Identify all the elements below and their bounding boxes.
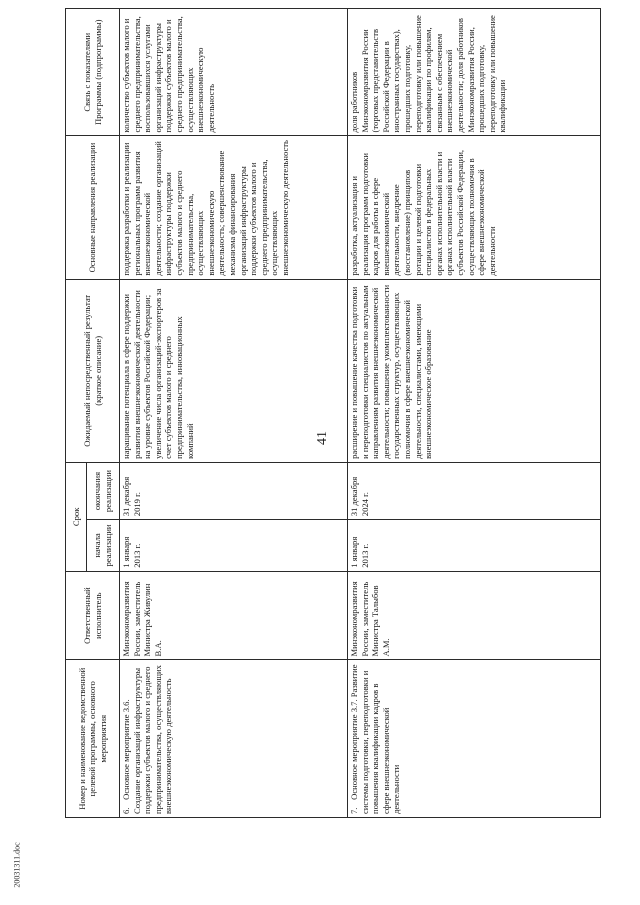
cell-directions: разработка, актуализация и реализация программ подготовки кадров для работы в сфере внешнеэкономической деятельности, внедрение (восстановление) принципов ротации и целевой подготовки специалистов в федеральных органах исполнительной власти и органах исполнительной власти субъектов Российской Федерации, осуществляющих полномочия в сфере внешнеэкономической деятельности	[348, 136, 601, 279]
cell-directions: поддержка разработки и реализации региональных программ развития внешнеэкономической деятельности; создание организаций инфраструктуры поддержки субъектов малого и среднего предпринимательства, осуществляющих внешнеэкономическую деятельность; совершенствование механизма финансирования организаций инфраструктуры поддержки субъектов малого и среднего предпринимательства, осуществляющих внешнеэкономическую деятельность	[120, 136, 348, 279]
page-number: 41	[315, 431, 330, 445]
cell-executor: Минэкономразвития России, заместитель Министра Живулин В.А.	[120, 571, 348, 660]
cell-link: доля работников Минэкономразвития России (торговых представительств Российской Федерации в иностранных государствах), прошедших подготовку, переподготовку или повышение квалификации по профилям, связанным с обеспечением внешнеэкономической деятельности; доля работников Минэкономразвития России, прошедших подготовку, переподготовку или повышение квалификации	[348, 9, 601, 136]
cell-end: 31 декабря 2024 г.	[348, 462, 601, 519]
cell-executor: Минэкономразвития России, заместитель Министра Талыбов А.М.	[348, 571, 601, 660]
header-start: начала реализации	[87, 520, 120, 572]
cell-start: 1 января 2013 г.	[348, 520, 601, 572]
header-directions: Основные направления реализации	[66, 136, 120, 279]
table-row	[348, 9, 601, 818]
header-result: Ожидаемый непосредственный результат (краткое описание)	[66, 279, 120, 462]
table-header-row	[66, 9, 87, 818]
measure-name: Основное мероприятие 3.7. Развитие системы подготовки, переподготовки и повышения квалификации кадров в сфере внешнеэкономической деятельности	[349, 664, 402, 814]
row-number: 6.	[121, 807, 131, 814]
header-name: Номер и наименование ведомственной целевой программы, основного мероприятия	[66, 660, 120, 818]
measure-name: Основное мероприятие 3.6. Создание организаций инфраструктуры поддержки субъектов малого и среднего предпринимательства, осуществляющих внешнеэкономическую деятельность	[121, 665, 174, 814]
cell-name	[120, 660, 348, 818]
document-code: 20031311.doc	[12, 842, 22, 888]
header-executor: Ответственный исполнитель	[66, 571, 120, 660]
cell-result: наращивание потенциала в сфере поддержки развития внешнеэкономической деятельности на уровне субъектов Российской Федерации; увеличение числа организаций-экспортеров за счет субъектов малого и среднего предпринимательства, инновационных компаний	[120, 279, 348, 462]
header-end: окончания реализации	[87, 462, 120, 519]
program-measures-table	[65, 8, 601, 818]
row-number: 7.	[349, 807, 359, 814]
cell-start: 1 января 2013 г.	[120, 520, 348, 572]
header-term: Срок	[66, 462, 87, 571]
header-link: Связь с показателями Программы (подпрограммы)	[66, 9, 120, 136]
cell-link: количество субъектов малого и среднего предпринимательства, воспользовавшихся услугами организаций инфраструктуры поддержки субъектов малого и среднего предпринимательства, осуществляющих внешнеэкономическую деятельность	[120, 9, 348, 136]
table-row	[120, 9, 348, 818]
cell-end: 31 декабря 2019 г.	[120, 462, 348, 519]
cell-result: расширение и повышение качества подготовки и переподготовки специалистов по актуальным направлениям развития внешнеэкономической деятельности; повышение укомплектованности государственных структур, осуществляющих полномочия в сфере внешнеэкономической деятельности, специалистами, имеющими внешнеэкономическое образование	[348, 279, 601, 462]
program-table-container	[65, 8, 630, 818]
cell-name	[348, 660, 601, 818]
